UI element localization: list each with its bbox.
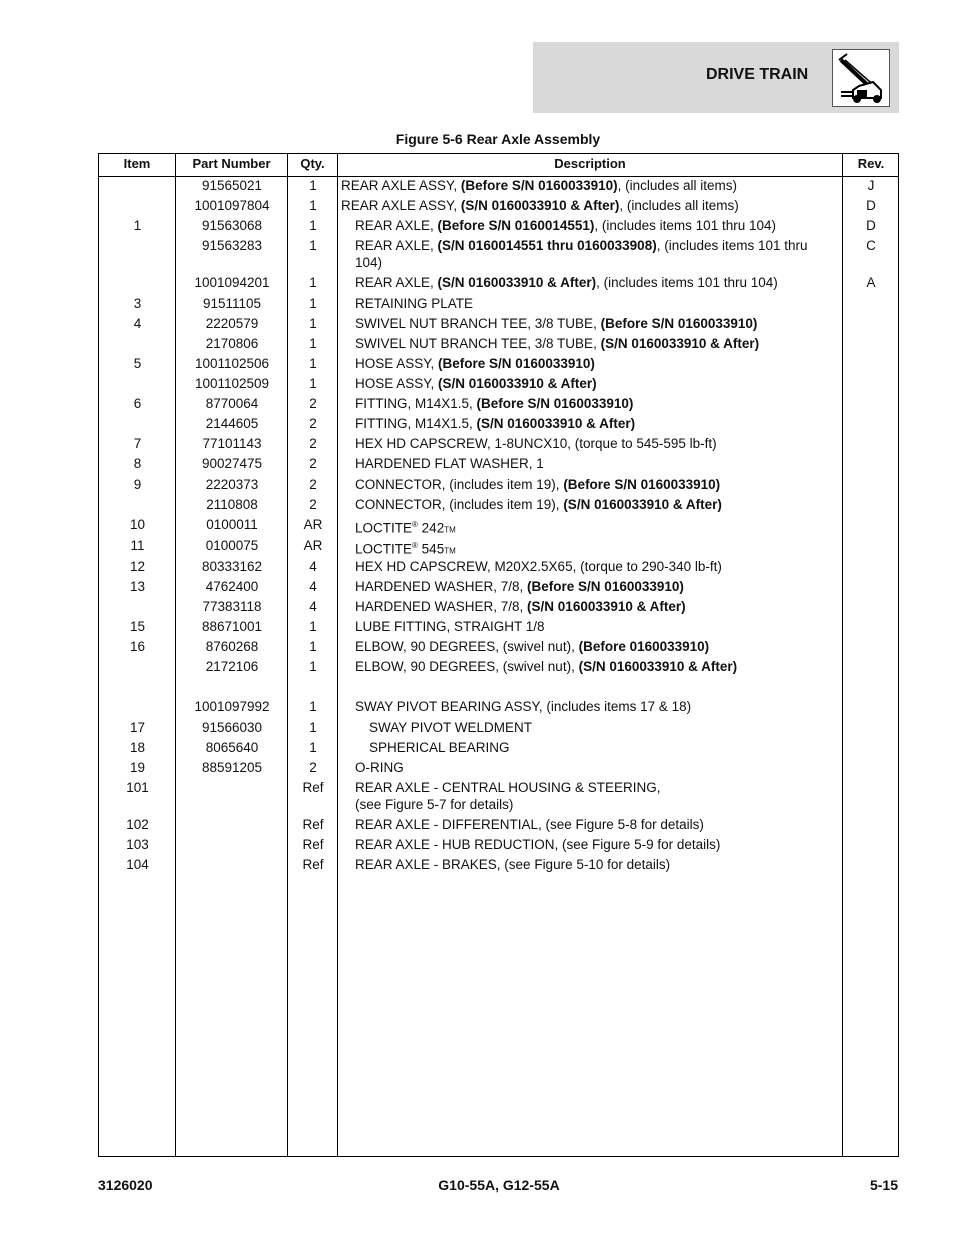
part-description <box>355 759 833 776</box>
part-description <box>355 415 833 432</box>
quantity: 1 <box>309 639 317 654</box>
item-number: 16 <box>129 639 146 654</box>
quantity: 2 <box>309 477 317 492</box>
part-number: 91566030 <box>201 720 263 735</box>
description-text: REAR AXLE ASSY, <box>341 178 461 193</box>
item-number: 1 <box>133 218 142 233</box>
part-number: 88671001 <box>201 619 263 634</box>
revision: C <box>866 238 876 253</box>
part-description <box>355 274 833 291</box>
part-number: 91563068 <box>201 218 263 233</box>
item-number: 11 <box>130 538 145 553</box>
part-number: 91511105 <box>202 296 262 311</box>
quantity: 1 <box>309 356 317 371</box>
item-number: 10 <box>129 517 146 532</box>
part-description <box>369 739 833 756</box>
part-description <box>355 578 833 595</box>
description-text: (S/N 0160014551 thru 0160033908) <box>437 238 657 253</box>
column-header-item: Item <box>123 156 151 171</box>
part-description <box>355 395 833 412</box>
item-number: 102 <box>126 817 149 832</box>
description-text: REAR AXLE, <box>355 218 438 233</box>
quantity: 1 <box>309 238 317 253</box>
quantity: 1 <box>309 275 317 290</box>
part-number: 77101143 <box>202 436 262 451</box>
description-text: , (includes all items) <box>619 198 739 213</box>
description-text: SWAY PIVOT WELDMENT <box>369 720 533 735</box>
model-numbers: G10-55A, G12-55A <box>438 1177 560 1193</box>
description-text: (S/N 0160033910 & After) <box>600 336 760 351</box>
description-text: (S/N 0160033910 & After) <box>460 198 620 213</box>
part-description <box>355 638 833 655</box>
description-text: REAR AXLE, <box>355 238 438 253</box>
column-header-qty: Qty. <box>300 156 325 171</box>
quantity: 1 <box>309 198 317 213</box>
column-header-description: Description <box>554 156 626 171</box>
part-description <box>355 295 833 312</box>
item-number: 4 <box>133 316 142 331</box>
item-number: 17 <box>129 720 146 735</box>
description-text: (S/N 0160033910 & After) <box>563 497 722 512</box>
part-description <box>355 335 833 352</box>
description-text: HARDENED WASHER, 7/8, <box>355 599 528 614</box>
description-text: (Before S/N 0160033910) <box>563 477 721 492</box>
quantity: 4 <box>309 599 317 614</box>
part-number: 91563283 <box>201 238 263 253</box>
description-text: ® <box>412 520 418 529</box>
part-number: 2220373 <box>205 477 259 492</box>
description-text: SPHERICAL BEARING <box>369 740 510 755</box>
part-description <box>355 476 833 493</box>
part-number: 1001097804 <box>194 198 270 213</box>
description-text: O-RING <box>355 760 404 775</box>
part-number: 2144605 <box>205 416 259 431</box>
item-number: 15 <box>129 619 146 634</box>
item-number: 5 <box>133 356 142 371</box>
quantity: 4 <box>309 559 317 574</box>
quantity: AR <box>303 538 323 553</box>
description-text: (Before S/N 0160033910) <box>527 579 684 594</box>
part-number: 88591205 <box>201 760 263 775</box>
description-text: REAR AXLE - CENTRAL HOUSING & STEERING, <box>355 780 661 795</box>
quantity: 1 <box>309 699 317 714</box>
part-description <box>355 496 833 513</box>
quantity: Ref <box>302 780 324 795</box>
description-text: , (includes items 101 thru 104) <box>594 218 776 233</box>
part-description <box>355 355 833 372</box>
quantity: Ref <box>302 837 324 852</box>
part-number: 77383118 <box>202 599 262 614</box>
quantity: 1 <box>309 336 317 351</box>
part-number: 8760268 <box>205 639 259 654</box>
part-description <box>355 315 833 332</box>
quantity: 2 <box>309 760 317 775</box>
part-number: 0100075 <box>205 538 259 553</box>
part-description <box>355 816 833 833</box>
item-number: 19 <box>129 760 146 775</box>
description-text: SWIVEL NUT BRANCH TEE, 3/8 TUBE, <box>355 336 601 351</box>
quantity: 2 <box>309 456 317 471</box>
part-description <box>355 856 833 873</box>
description-text: REAR AXLE ASSY, <box>341 198 461 213</box>
description-text: , (includes all items) <box>617 178 737 193</box>
part-number: 80333162 <box>201 559 263 574</box>
description-text: LOCTITE <box>355 520 413 536</box>
description-text: (S/N 0160033910 & After) <box>527 599 686 614</box>
description-text: (S/N 0160033910 & After) <box>578 659 738 674</box>
column-header-rev: Rev. <box>857 156 885 171</box>
part-number: 90027475 <box>201 456 263 471</box>
part-number: 91565021 <box>201 178 263 193</box>
part-description <box>341 197 833 214</box>
description-text: ® <box>412 541 418 550</box>
revision: D <box>866 198 876 213</box>
part-description <box>369 719 833 736</box>
description-text: (see Figure 5-7 for details) <box>355 797 514 812</box>
document-number: 3126020 <box>98 1177 153 1193</box>
part-description <box>355 558 833 575</box>
description-text: ELBOW, 90 DEGREES, (swivel nut), <box>355 639 579 654</box>
description-text: 242 <box>417 520 445 536</box>
part-number: 8770064 <box>205 396 259 411</box>
part-number: 8065640 <box>205 740 259 755</box>
quantity: 1 <box>309 178 317 193</box>
part-description <box>341 177 833 194</box>
description-text: ELBOW, 90 DEGREES, (swivel nut), <box>355 659 579 674</box>
quantity: 2 <box>309 416 317 431</box>
description-text: LOCTITE <box>355 541 413 557</box>
quantity: Ref <box>302 817 324 832</box>
part-description <box>355 435 833 452</box>
part-description <box>355 618 833 635</box>
figure-title: Figure 5-6 Rear Axle Assembly <box>395 131 601 147</box>
section-title: DRIVE TRAIN <box>706 66 809 83</box>
description-text: (Before S/N 0160033910) <box>460 178 618 193</box>
quantity: AR <box>303 517 323 532</box>
description-text: TM <box>444 546 456 556</box>
quantity: 4 <box>309 579 317 594</box>
item-number: 3 <box>133 296 142 311</box>
description-text: (Before S/N 0160033910) <box>476 396 634 411</box>
description-text: CONNECTOR, (includes item 19), <box>355 497 564 512</box>
description-text: , (includes items 101 thru 104) <box>355 238 808 270</box>
part-number: 1001094201 <box>194 275 270 290</box>
quantity: 1 <box>309 218 317 233</box>
description-text: CONNECTOR, (includes item 19), <box>355 477 564 492</box>
part-number: 1001102509 <box>194 376 270 391</box>
column-header-part-number: Part Number <box>192 156 271 171</box>
quantity: 1 <box>309 316 317 331</box>
description-text: (Before S/N 0160033910) <box>600 316 758 331</box>
part-description <box>355 217 833 234</box>
part-description <box>355 836 833 853</box>
quantity: 1 <box>309 376 317 391</box>
revision: D <box>866 218 876 233</box>
quantity: 2 <box>309 436 317 451</box>
description-text: REAR AXLE - HUB REDUCTION, (see Figure 5-9 for details) <box>355 837 721 852</box>
part-description <box>355 658 833 675</box>
item-number: 104 <box>126 857 149 872</box>
description-text: (Before S/N 0160033910) <box>438 356 595 371</box>
parts-table <box>98 153 899 1157</box>
description-text: HEX HD CAPSCREW, 1-8UNCX10, (torque to 545-595 lb-ft) <box>355 436 717 451</box>
description-text: RETAINING PLATE <box>355 296 474 311</box>
description-text: FITTING, M14X1.5, <box>355 396 477 411</box>
section-header <box>533 42 899 113</box>
quantity: Ref <box>302 857 324 872</box>
item-number: 7 <box>133 436 142 451</box>
part-description <box>355 237 833 271</box>
item-number: 6 <box>133 396 142 411</box>
part-number: 0100011 <box>206 517 258 532</box>
quantity: 2 <box>309 497 317 512</box>
item-number: 13 <box>129 579 146 594</box>
part-number: 2170806 <box>205 336 259 351</box>
part-number: 2110808 <box>206 497 258 512</box>
description-text: SWIVEL NUT BRANCH TEE, 3/8 TUBE, <box>355 316 601 331</box>
description-text: TM <box>444 525 456 535</box>
description-text: REAR AXLE, <box>355 275 438 290</box>
description-text: LUBE FITTING, STRAIGHT 1/8 <box>355 619 545 634</box>
description-text: (Before S/N 0160014551) <box>437 218 595 233</box>
description-text: HARDENED FLAT WASHER, 1 <box>355 456 544 471</box>
description-text: SWAY PIVOT BEARING ASSY, (includes items 17 & 18) <box>355 699 692 714</box>
revision: J <box>867 178 875 193</box>
quantity: 1 <box>309 296 317 311</box>
quantity: 1 <box>309 740 317 755</box>
description-text: REAR AXLE - DIFFERENTIAL, (see Figure 5-8 for details) <box>355 817 704 832</box>
quantity: 2 <box>309 396 317 411</box>
description-text: (Before 0160033910) <box>578 639 710 654</box>
part-description <box>355 516 833 539</box>
description-text: (S/N 0160033910 & After) <box>476 416 636 431</box>
quantity: 1 <box>309 720 317 735</box>
part-number: 1001097992 <box>194 699 270 714</box>
description-text: HOSE ASSY, <box>355 356 439 371</box>
item-number: 101 <box>126 780 149 795</box>
item-number: 9 <box>133 477 142 492</box>
quantity: 1 <box>309 659 317 674</box>
part-description <box>355 375 833 392</box>
description-text: , (includes items 101 thru 104) <box>596 275 778 290</box>
item-number: 8 <box>133 456 142 471</box>
part-number: 2220579 <box>205 316 259 331</box>
description-text: HEX HD CAPSCREW, M20X2.5X65, (torque to 290-340 lb-ft) <box>355 559 722 574</box>
description-text: 545 <box>417 541 445 557</box>
part-description <box>355 779 833 813</box>
forklift-icon <box>832 49 890 107</box>
description-text: FITTING, M14X1.5, <box>355 416 477 431</box>
part-number: 2172106 <box>205 659 259 674</box>
description-text: HOSE ASSY, <box>355 376 439 391</box>
part-number: 1001102506 <box>194 356 270 371</box>
part-description <box>355 698 833 715</box>
page-number: 5-15 <box>869 1177 898 1193</box>
part-number: 4762400 <box>205 579 259 594</box>
description-text: HARDENED WASHER, 7/8, <box>355 579 528 594</box>
item-number: 12 <box>129 559 146 574</box>
part-description <box>355 598 833 615</box>
part-description <box>355 455 833 472</box>
description-text: REAR AXLE - BRAKES, (see Figure 5-10 for details) <box>355 857 671 872</box>
revision: A <box>866 275 876 290</box>
description-text: (S/N 0160033910 & After) <box>438 376 597 391</box>
description-text: (S/N 0160033910 & After) <box>437 275 597 290</box>
item-number: 103 <box>126 837 149 852</box>
item-number: 18 <box>129 740 146 755</box>
part-description <box>355 537 833 560</box>
quantity: 1 <box>309 619 317 634</box>
